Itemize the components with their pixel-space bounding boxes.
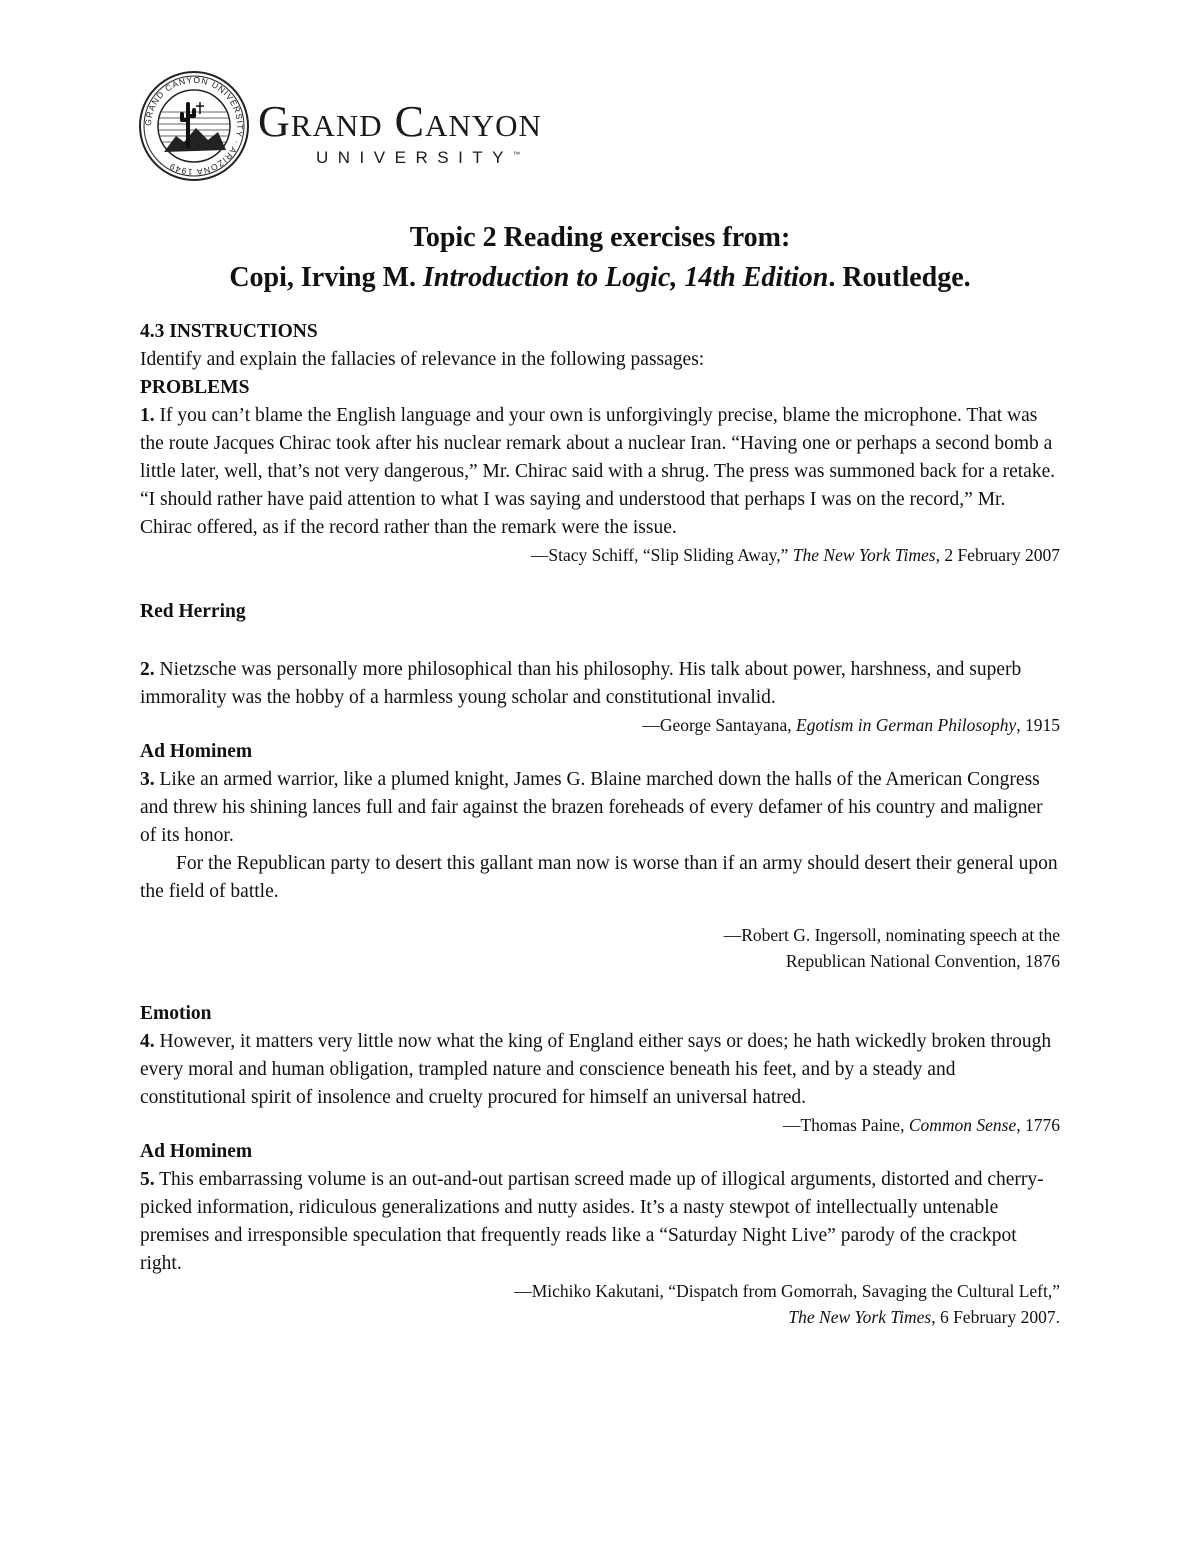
university-wordmark [258, 97, 542, 168]
problem-4-text: 4. However, it matters very little now what the king of England either says or does; he hath wickedly broken through every moral and human obligation, trampled nature and conscience beneath his feet, and by a steady and constitutional spirit of insolence and cruelty procured for himself an universal hatred. [140, 1031, 1052, 1108]
problem-2-answer: Ad Hominem [140, 741, 253, 762]
problem-3-text: 3. Like an armed warrior, like a plumed knight, James G. Blaine marched down the halls of the American Congress and threw his shining lances full and fair against the brazen foreheads of every defamer of his country and maligner of its honor. [140, 769, 1043, 846]
problem-4-citation: —Thomas Paine, Common Sense, 1776 [782, 1115, 1060, 1135]
problem-2-citation: —George Santayana, Egotism in German Philosophy, 1915 [642, 715, 1060, 735]
problem-1-text: 1. If you can’t blame the English language and your own is unforgivingly precise, blame the microphone. That was the route Jacques Chirac took after his nuclear remark about a nuclear Iran. “Having one or perhaps a second bomb a little later, well, that’s not very dangerous,” Mr. Chirac said with a shrug. The press was summoned back for a retake. “I should rather have paid attention to what I was saying and understood that perhaps I was on the record,” Mr. Chirac offered, as if the record rather than the remark were the issue. [140, 405, 1056, 538]
problem-5-text: 5. This embarrassing volume is an out-and-out partisan screed made up of illogical arguments, distorted and cherry-picked information, ridiculous generalizations and nutty asides. It’s a nasty stewpot of intellectually untenable premises and irresponsible speculation that frequently reads like a “Saturday Night Live” parody of the crackpot right. [140, 1169, 1044, 1274]
university-seal-icon [138, 70, 250, 182]
university-logo [138, 70, 638, 182]
document-body [140, 318, 1060, 1330]
document-title-line2: Copi, Irving M. Introduction to Logic, 14th Edition. Routledge. [229, 262, 971, 293]
wordmark-name: Grand Canyon [258, 97, 542, 146]
problem-3-citation-line1: —Robert G. Ingersoll, nominating speech at the [723, 925, 1060, 945]
problem-1-citation: —Stacy Schiff, “Slip Sliding Away,” The New York Times, 2 February 2007 [530, 545, 1060, 565]
problem-4-answer: Ad Hominem [140, 1141, 253, 1162]
problem-2-text: 2. Nietzsche was personally more philosophical than his philosophy. His talk about power, harshness, and superb immorality was the hobby of a harmless young scholar and constitutional invalid. [140, 659, 1022, 708]
svg-text:GRAND CANYON UNIVERSITY · ARIZ: GRAND CANYON UNIVERSITY · ARIZONA 1949 [142, 74, 246, 178]
problem-5-citation-line1: —Michiko Kakutani, “Dispatch from Gomorrah, Savaging the Cultural Left,” [514, 1281, 1060, 1301]
document-title-line1: Topic 2 Reading exercises from: [409, 222, 791, 253]
problems-label: PROBLEMS [140, 377, 250, 398]
problem-1-answer: Red Herring [140, 601, 246, 622]
problem-3-citation-line2: Republican National Convention, 1876 [785, 951, 1060, 971]
problem-3-answer: Emotion [140, 1003, 212, 1024]
problem-3-text-continued: For the Republican party to desert this gallant man now is worse than if an army should desert their general upon the field of battle. [140, 853, 1058, 902]
section-heading: 4.3 INSTRUCTIONS [140, 321, 318, 342]
wordmark-sub: UNIVERSITY™ [316, 148, 521, 167]
problem-5-citation-line2: The New York Times, 6 February 2007. [788, 1307, 1060, 1327]
instruction-text: Identify and explain the fallacies of relevance in the following passages: [140, 349, 705, 370]
